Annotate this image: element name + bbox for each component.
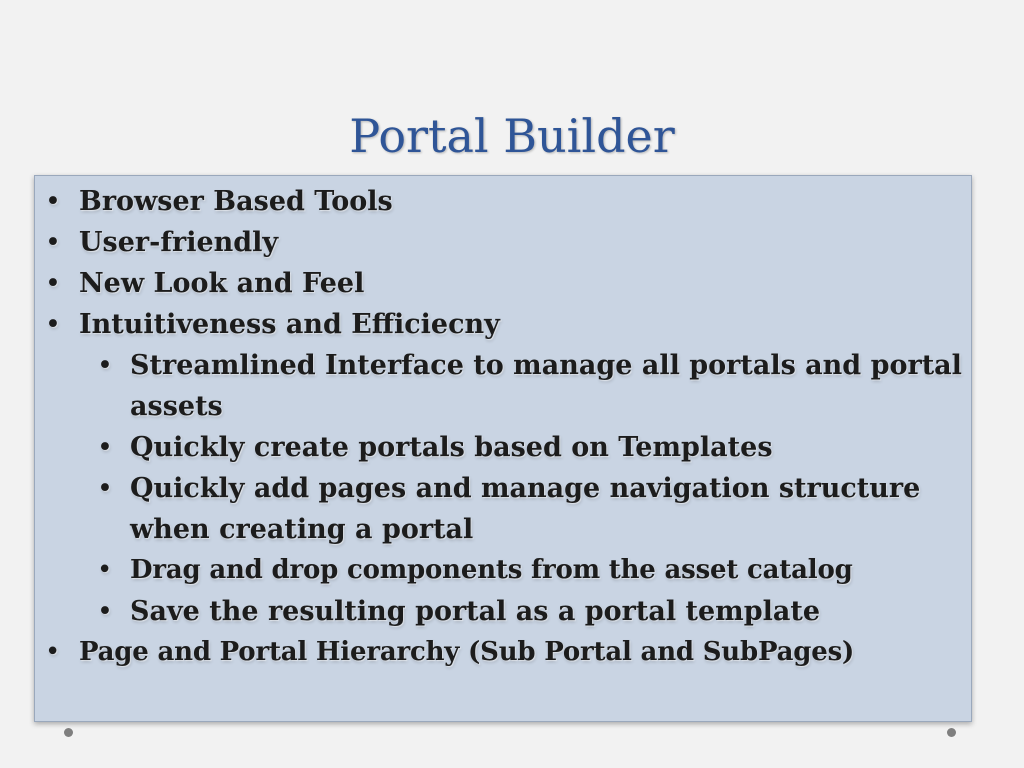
bullet-icon: • [97,473,113,504]
content-box [34,175,972,722]
bullet-text: New Look and Feel [79,268,365,299]
sub-bullet-item [43,550,963,591]
bullet-text: Page and Portal Hierarchy (Sub Portal and SubPages) [79,637,855,667]
bullet-icon: • [97,555,113,585]
bullet-icon: • [97,596,113,627]
bullet-item [43,304,963,345]
sub-bullet-item [43,427,963,468]
slide-title: Portal Builder [349,109,675,163]
bullet-text: Drag and drop components from the asset catalog [130,555,853,585]
bullet-text: User-friendly [79,227,279,258]
bullet-item [43,222,963,263]
bullet-icon: • [97,350,113,381]
bullet-icon: • [45,637,61,667]
bullet-icon: • [97,432,113,463]
bullet-item [43,263,963,304]
sub-bullet-item [43,468,963,550]
sub-bullet-item [43,345,963,427]
bullet-text: Save the resulting portal as a portal template [130,596,821,627]
bullet-icon: • [45,268,61,299]
bullet-icon: • [45,186,61,217]
decorative-dot-icon [947,728,956,737]
bullet-item [43,181,963,222]
bullet-text: Streamlined Interface to manage all portals and portal assets [130,350,962,422]
bullet-text: Intuitiveness and Efficiecny [79,309,500,340]
bullet-text: Quickly create portals based on Templates [130,432,773,463]
bullet-item [43,632,963,673]
sub-bullet-item [43,591,963,632]
decorative-dot-icon [64,728,73,737]
bullet-icon: • [45,227,61,258]
bullet-text: Quickly add pages and manage navigation structure when creating a portal [130,473,921,545]
bullet-text: Browser Based Tools [79,186,393,217]
bullet-icon: • [45,309,61,340]
bullet-list [43,181,963,673]
